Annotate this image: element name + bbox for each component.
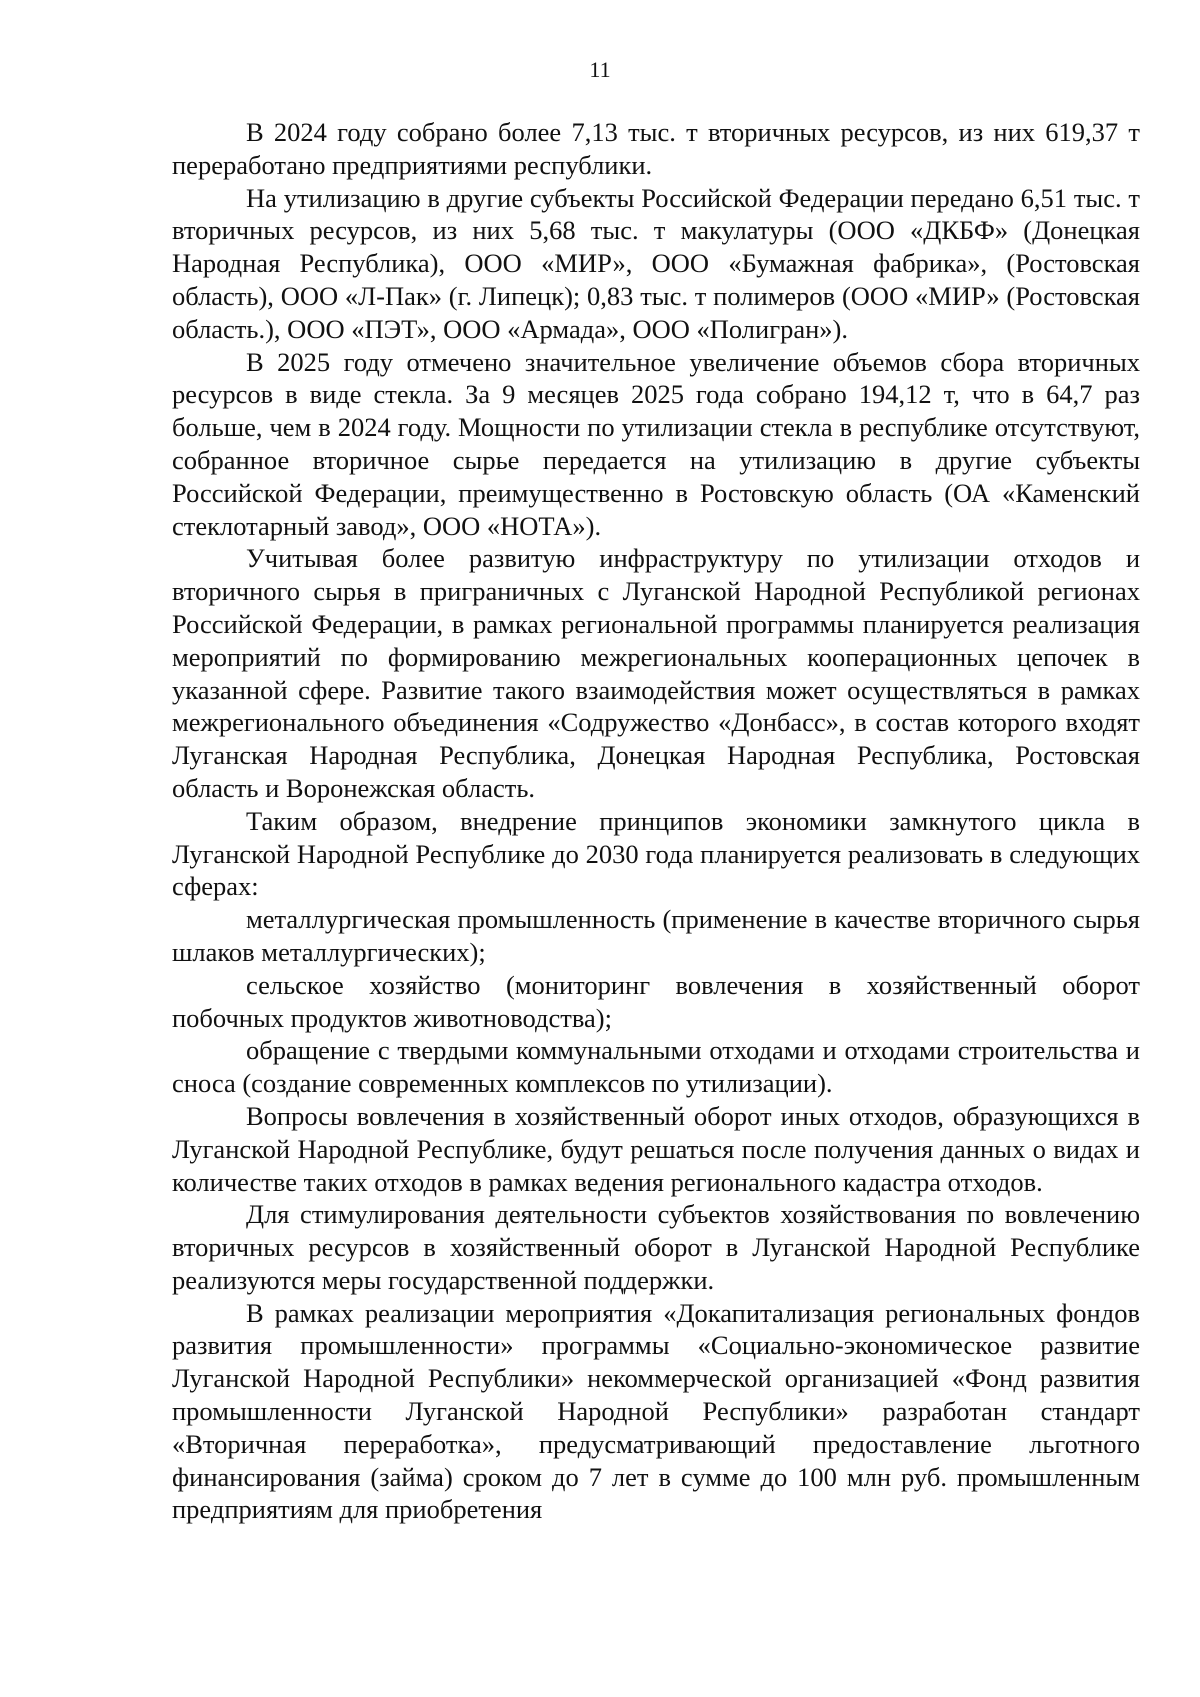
paragraph-transfer-to-regions: На утилизацию в другие субъекты Российской Федерации передано 6,51 тыс. т вторичных ресурсов, из них 5,68 тыс. т макулатуры (ООО «ДКБФ» (Донецкая Народная Республика), ООО «МИР», ООО «Бумажная фабрика», (Ростовская область), ООО «Л-Пак» (г. Липецк); 0,83 тыс. т полимеров (ООО «МИР» (Ростовская область.), ООО «ПЭТ», ООО «Армада», ООО «Полигран»).: [172, 182, 1140, 344]
paragraph-2024-collection: В 2024 году собрано более 7,13 тыс. т вторичных ресурсов, из них 619,37 т переработано предприятиями республики.: [172, 117, 1140, 180]
paragraph-circular-economy-spheres: Таким образом, внедрение принципов экономики замкнутого цикла в Луганской Народной Республике до 2030 года планируется реализовать в следующих сферах:: [172, 805, 1140, 902]
paragraph-state-support: Для стимулирования деятельности субъектов хозяйствования по вовлечению вторичных ресурсов в хозяйственный оборот в Луганской Народной Республике реализуются меры государственной поддержки.: [172, 1199, 1140, 1295]
list-item-agriculture: сельское хозяйство (мониторинг вовлечения в хозяйственный оборот побочных продуктов животноводства);: [172, 969, 1140, 1033]
paragraph-other-waste: Вопросы вовлечения в хозяйственный оборот иных отходов, образующихся в Луганской Народной Республике, будут решаться после получения данных о видах и количестве таких отходов в рамках ведения регионального кадастра отходов.: [172, 1100, 1140, 1197]
page-number: 11: [589, 57, 611, 82]
list-item-metallurgy: металлургическая промышленность (применение в качестве вторичного сырья шлаков металлургических);: [172, 904, 1140, 967]
paragraph-glass-collection: В 2025 году отмечено значительное увеличение объемов сбора вторичных ресурсов в виде стекла. За 9 месяцев 2025 года собрано 194,12 т, что в 64,7 раз больше, чем в 2024 году. Мощности по утилизации стекла в республике отсутствуют, собранное вторичное сырье передается на утилизацию в другие субъекты Российской Федерации, преимущественно в Ростовскую область (ОА «Каменский стеклотарный завод», ООО «НОТА»).: [172, 346, 1140, 541]
list-item-waste-management: обращение с твердыми коммунальными отходами и отходами строительства и сноса (создание современных комплексов по утилизации).: [172, 1035, 1140, 1099]
paragraph-industry-fund: В рамках реализации мероприятия «Докапитализация региональных фондов развития промышленности» программы «Социально-экономическое развитие Луганской Народной Республики» некоммерческой организацией «Фонд развития промышленности Луганской Народной Республики» разработан стандарт «Вторичная переработка», предусматривающий предоставление льготного финансирования (займа) сроком до 7 лет в сумме до 100 млн руб. промышленным предприятиям для приобретения: [172, 1297, 1140, 1525]
document-body: [172, 116, 1140, 1526]
paragraph-interregional-cooperation: Учитывая более развитую инфраструктуру по утилизации отходов и вторичного сырья в приграничных с Луганской Народной Республикой регионах Российской Федерации, в рамках региональной программы планируется реализация мероприятий по формированию межрегиональных кооперационных цепочек в указанной сфере. Развитие такого взаимодействия может осуществляться в рамках межрегионального объединения «Содружество «Донбасс», в состав которого входят Луганская Народная Республика, Донецкая Народная Республика, Ростовская область и Воронежская область.: [172, 543, 1140, 803]
